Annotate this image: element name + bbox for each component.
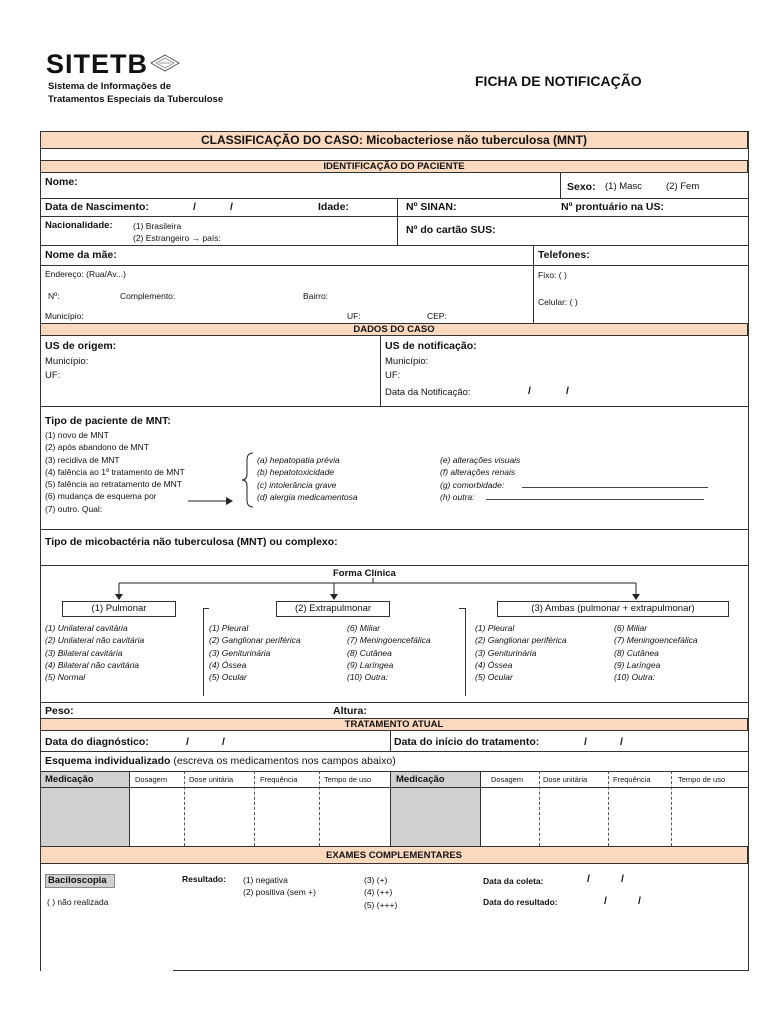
result-option[interactable]: (4) (++) bbox=[364, 887, 393, 898]
col-dose-unitaria-right: Dose unitária bbox=[543, 775, 588, 784]
patient-type-title: Tipo de paciente de MNT: bbox=[45, 415, 171, 427]
result-plus-options bbox=[364, 874, 397, 911]
extrapulmonar-option[interactable]: (2) Extrapulmonar bbox=[276, 601, 390, 617]
extrapulmonar-option-item[interactable]: (6) Miliar bbox=[347, 623, 381, 633]
logo bbox=[46, 50, 148, 78]
data-resultado-label: Data do resultado: bbox=[483, 897, 558, 907]
col-tempo-uso-right: Tempo de uso bbox=[678, 775, 726, 784]
exams-header bbox=[40, 846, 748, 864]
result-option[interactable]: (2) positiva (sem +) bbox=[243, 887, 316, 898]
identification-header bbox=[40, 160, 748, 173]
extrapulmonar-option-item[interactable]: (4) Óssea bbox=[209, 659, 247, 670]
ambas-option-item[interactable]: (1) Pleural bbox=[475, 623, 515, 633]
nome-mae-label: Nome da mãe: bbox=[45, 249, 117, 261]
endereco-label: Endereço: (Rua/Av...) bbox=[45, 269, 126, 279]
ambas-option-item[interactable]: (3) Geniturinária bbox=[475, 647, 537, 658]
altura-label: Altura: bbox=[333, 705, 367, 717]
logo-diamond-icon bbox=[150, 54, 180, 72]
pulmonar-list bbox=[45, 622, 144, 683]
ambas-list-2 bbox=[614, 622, 698, 683]
ambas-option-item[interactable]: (5) Ocular bbox=[475, 672, 513, 683]
logo-text: SITETB bbox=[46, 49, 149, 79]
patient-type-option[interactable]: (4) falência ao 1º tratamento de MNT bbox=[45, 466, 185, 477]
result-options bbox=[243, 874, 316, 899]
change-reason-option[interactable]: (e) alterações visuais bbox=[440, 455, 521, 465]
data-inicio-tratamento-label: Data do início do tratamento: bbox=[394, 736, 540, 748]
change-reason-option[interactable]: (h) outra: bbox=[440, 491, 475, 502]
col-dosagem-left: Dosagem bbox=[135, 775, 168, 784]
numero-label: Nº: bbox=[48, 291, 60, 301]
date-slash: / bbox=[620, 736, 623, 748]
case-data-header bbox=[40, 323, 748, 336]
date-slash: / bbox=[638, 895, 641, 907]
baciloscopia-title: Baciloscopia bbox=[48, 875, 107, 886]
change-reason-option[interactable]: (c) intolerância grave bbox=[257, 479, 337, 490]
exams-title: EXAMES COMPLEMENTARES bbox=[325, 850, 462, 861]
form-title: FICHA DE NOTIFICAÇÃO bbox=[475, 73, 642, 89]
extrapulmonar-option-item[interactable]: (2) Ganglionar periférica bbox=[209, 635, 301, 646]
change-reason-option[interactable]: (d) alergia medicamentosa bbox=[257, 491, 358, 502]
change-reasons-left bbox=[257, 454, 358, 503]
change-reason-option[interactable]: (g) comorbidade: bbox=[440, 479, 505, 490]
col-dose-unitaria-left: Dose unitária bbox=[189, 775, 234, 784]
sexo-masc-option[interactable]: (1) Masc bbox=[605, 181, 642, 192]
patient-type-option[interactable]: (3) recidiva de MNT bbox=[45, 454, 120, 465]
date-slash: / bbox=[528, 385, 531, 397]
nao-realizada-option[interactable]: ( ) não realizada bbox=[47, 897, 109, 907]
cep-label: CEP: bbox=[427, 311, 447, 321]
uf-label: UF: bbox=[347, 311, 361, 321]
patient-type-option[interactable]: (6) mudança de esquema por bbox=[45, 491, 157, 502]
ambas-option-item[interactable]: (10) Outra: bbox=[614, 672, 656, 683]
origem-uf-label: UF: bbox=[45, 370, 61, 381]
extrapulmonar-list-1 bbox=[209, 622, 301, 683]
data-notificacao-label: Data da Notificação: bbox=[385, 387, 471, 398]
sinan-label: Nº SINAN: bbox=[406, 201, 457, 213]
pulmonar-option-item[interactable]: (4) Bilateral não cavitária bbox=[45, 659, 140, 670]
col-medicacao-right: Medicação bbox=[396, 774, 445, 785]
extrapulmonar-option-item[interactable]: (1) Pleural bbox=[209, 623, 249, 633]
col-tempo-uso-left: Tempo de uso bbox=[324, 775, 372, 784]
esquema-title: Esquema individualizado bbox=[45, 755, 171, 767]
comorbidade-field[interactable] bbox=[522, 480, 708, 488]
pulmonar-option[interactable]: (1) Pulmonar bbox=[62, 601, 176, 617]
bairro-label: Bairro: bbox=[303, 291, 329, 301]
change-reason-option[interactable]: (b) hepatotoxicidade bbox=[257, 467, 335, 478]
result-option[interactable]: (1) negativa bbox=[243, 875, 288, 885]
extrapulmonar-option-item[interactable]: (5) Ocular bbox=[209, 672, 247, 683]
esquema-instructions: (escreva os medicamentos nos campos abaixo) bbox=[170, 755, 396, 767]
data-nascimento-label: Data de Nascimento: bbox=[45, 201, 149, 213]
data-coleta-label: Data da coleta: bbox=[483, 876, 544, 886]
date-slash: / bbox=[584, 736, 587, 748]
extrapulmonar-option-item[interactable]: (7) Meningoencefálica bbox=[347, 635, 431, 646]
pulmonar-option-item[interactable]: (2) Unilateral não cavitária bbox=[45, 635, 145, 646]
notificacao-municipio-label: Município: bbox=[385, 356, 429, 367]
nacionalidade-label: Nacionalidade: bbox=[45, 220, 113, 231]
sexo-label: Sexo: bbox=[567, 181, 596, 193]
clinical-form-title: Forma Clínica bbox=[333, 568, 396, 579]
estrangeiro-option[interactable]: (2) Estrangeiro → país: bbox=[133, 233, 221, 243]
prontuario-label: Nº prontuário na US: bbox=[561, 201, 665, 213]
peso-label: Peso: bbox=[45, 705, 74, 717]
case-data-title: DADOS DO CASO bbox=[353, 324, 435, 335]
patient-type-option[interactable]: (5) falência ao retratamento de MNT bbox=[45, 479, 183, 490]
header-subtitle-line-1: Sistema de Informações de bbox=[48, 81, 172, 92]
ambas-option-item[interactable]: (9) Laríngea bbox=[614, 659, 661, 670]
change-reason-option[interactable]: (a) hepatopatia prévia bbox=[257, 455, 340, 465]
mycobacteria-type-label: Tipo de micobactéria não tuberculosa (MNT) ou complexo: bbox=[45, 536, 338, 548]
complemento-label: Complemento: bbox=[120, 291, 176, 301]
extrapulmonar-option-item[interactable]: (3) Geniturinária bbox=[209, 647, 271, 658]
esquema-label bbox=[45, 755, 396, 767]
celular-label: Celular: ( ) bbox=[538, 297, 578, 307]
date-slash: / bbox=[230, 201, 233, 213]
municipio-label: Município: bbox=[45, 311, 84, 321]
brace-icon bbox=[241, 452, 255, 508]
data-diagnostico-label: Data do diagnóstico: bbox=[45, 736, 149, 748]
patient-type-list bbox=[45, 429, 185, 515]
result-option[interactable]: (3) (+) bbox=[364, 875, 388, 885]
patient-type-option[interactable]: (1) novo de MNT bbox=[45, 430, 109, 440]
ambas-option-item[interactable]: (8) Cutânea bbox=[614, 647, 659, 658]
header-subtitle-line-2: Tratamentos Especiais da Tuberculose bbox=[48, 94, 224, 105]
date-slash: / bbox=[186, 736, 189, 748]
case-classification-band bbox=[40, 131, 748, 149]
patient-type-option[interactable]: (7) outro. Qual: bbox=[45, 503, 103, 514]
outra-field[interactable] bbox=[486, 492, 704, 500]
extrapulmonar-list-2 bbox=[347, 622, 431, 683]
date-slash: / bbox=[587, 873, 590, 885]
idade-label: Idade: bbox=[318, 201, 349, 213]
extrapulmonar-option-item[interactable]: (9) Laríngea bbox=[347, 659, 394, 670]
result-option[interactable]: (5) (+++) bbox=[364, 899, 398, 910]
case-classification: CLASSIFICAÇÃO DO CASO: Micobacteriose não tuberculosa (MNT) bbox=[200, 133, 588, 147]
telefones-label: Telefones: bbox=[538, 249, 590, 261]
pulmonar-option-item[interactable]: (1) Unilateral cavitária bbox=[45, 623, 128, 633]
ambas-option-item[interactable]: (2) Ganglionar periférica bbox=[475, 635, 567, 646]
arrow-right-icon bbox=[188, 496, 234, 506]
us-origem-label: US de origem: bbox=[45, 340, 117, 352]
brasileira-option[interactable]: (1) Brasileira bbox=[133, 221, 182, 231]
ambas-option-item[interactable]: (7) Meningoencefálica bbox=[614, 635, 698, 646]
treatment-header bbox=[40, 718, 748, 731]
treatment-title: TRATAMENTO ATUAL bbox=[344, 719, 444, 730]
date-slash: / bbox=[193, 201, 196, 213]
col-medicacao-left: Medicação bbox=[45, 774, 94, 785]
sexo-fem-option[interactable]: (2) Fem bbox=[666, 181, 700, 192]
ambas-option-item[interactable]: (4) Óssea bbox=[475, 659, 513, 670]
extrapulmonar-option-item[interactable]: (10) Outra: bbox=[347, 672, 389, 683]
date-slash: / bbox=[566, 385, 569, 397]
fixo-label: Fixo: ( ) bbox=[538, 270, 567, 280]
col-dosagem-right: Dosagem bbox=[491, 775, 524, 784]
nome-label: Nome: bbox=[45, 176, 78, 188]
col-frequencia-right: Frequência bbox=[613, 775, 651, 784]
pulmonar-option-item[interactable]: (5) Normal bbox=[45, 672, 86, 683]
date-slash: / bbox=[222, 736, 225, 748]
date-slash: / bbox=[604, 895, 607, 907]
ambas-option[interactable]: (3) Ambas (pulmonar + extrapulmonar) bbox=[497, 601, 729, 617]
date-slash: / bbox=[621, 873, 624, 885]
ambas-option-item[interactable]: (6) Miliar bbox=[614, 623, 648, 633]
identification-title: IDENTIFICAÇÃO DO PACIENTE bbox=[323, 161, 465, 172]
change-reason-option[interactable]: (f) alterações renais bbox=[440, 467, 516, 478]
cartao-sus-label: Nº do cartão SUS: bbox=[406, 224, 496, 236]
col-frequencia-left: Frequência bbox=[260, 775, 298, 784]
patient-type-option[interactable]: (2) após abandono de MNT bbox=[45, 442, 149, 453]
pulmonar-option-item[interactable]: (3) Bilateral cavitária bbox=[45, 647, 123, 658]
ambas-list-1 bbox=[475, 622, 567, 683]
notificacao-uf-label: UF: bbox=[385, 370, 401, 381]
us-notificacao-label: US de notificação: bbox=[385, 340, 477, 352]
resultado-label: Resultado: bbox=[182, 874, 226, 884]
origem-municipio-label: Município: bbox=[45, 356, 89, 367]
extrapulmonar-option-item[interactable]: (8) Cutânea bbox=[347, 647, 392, 658]
